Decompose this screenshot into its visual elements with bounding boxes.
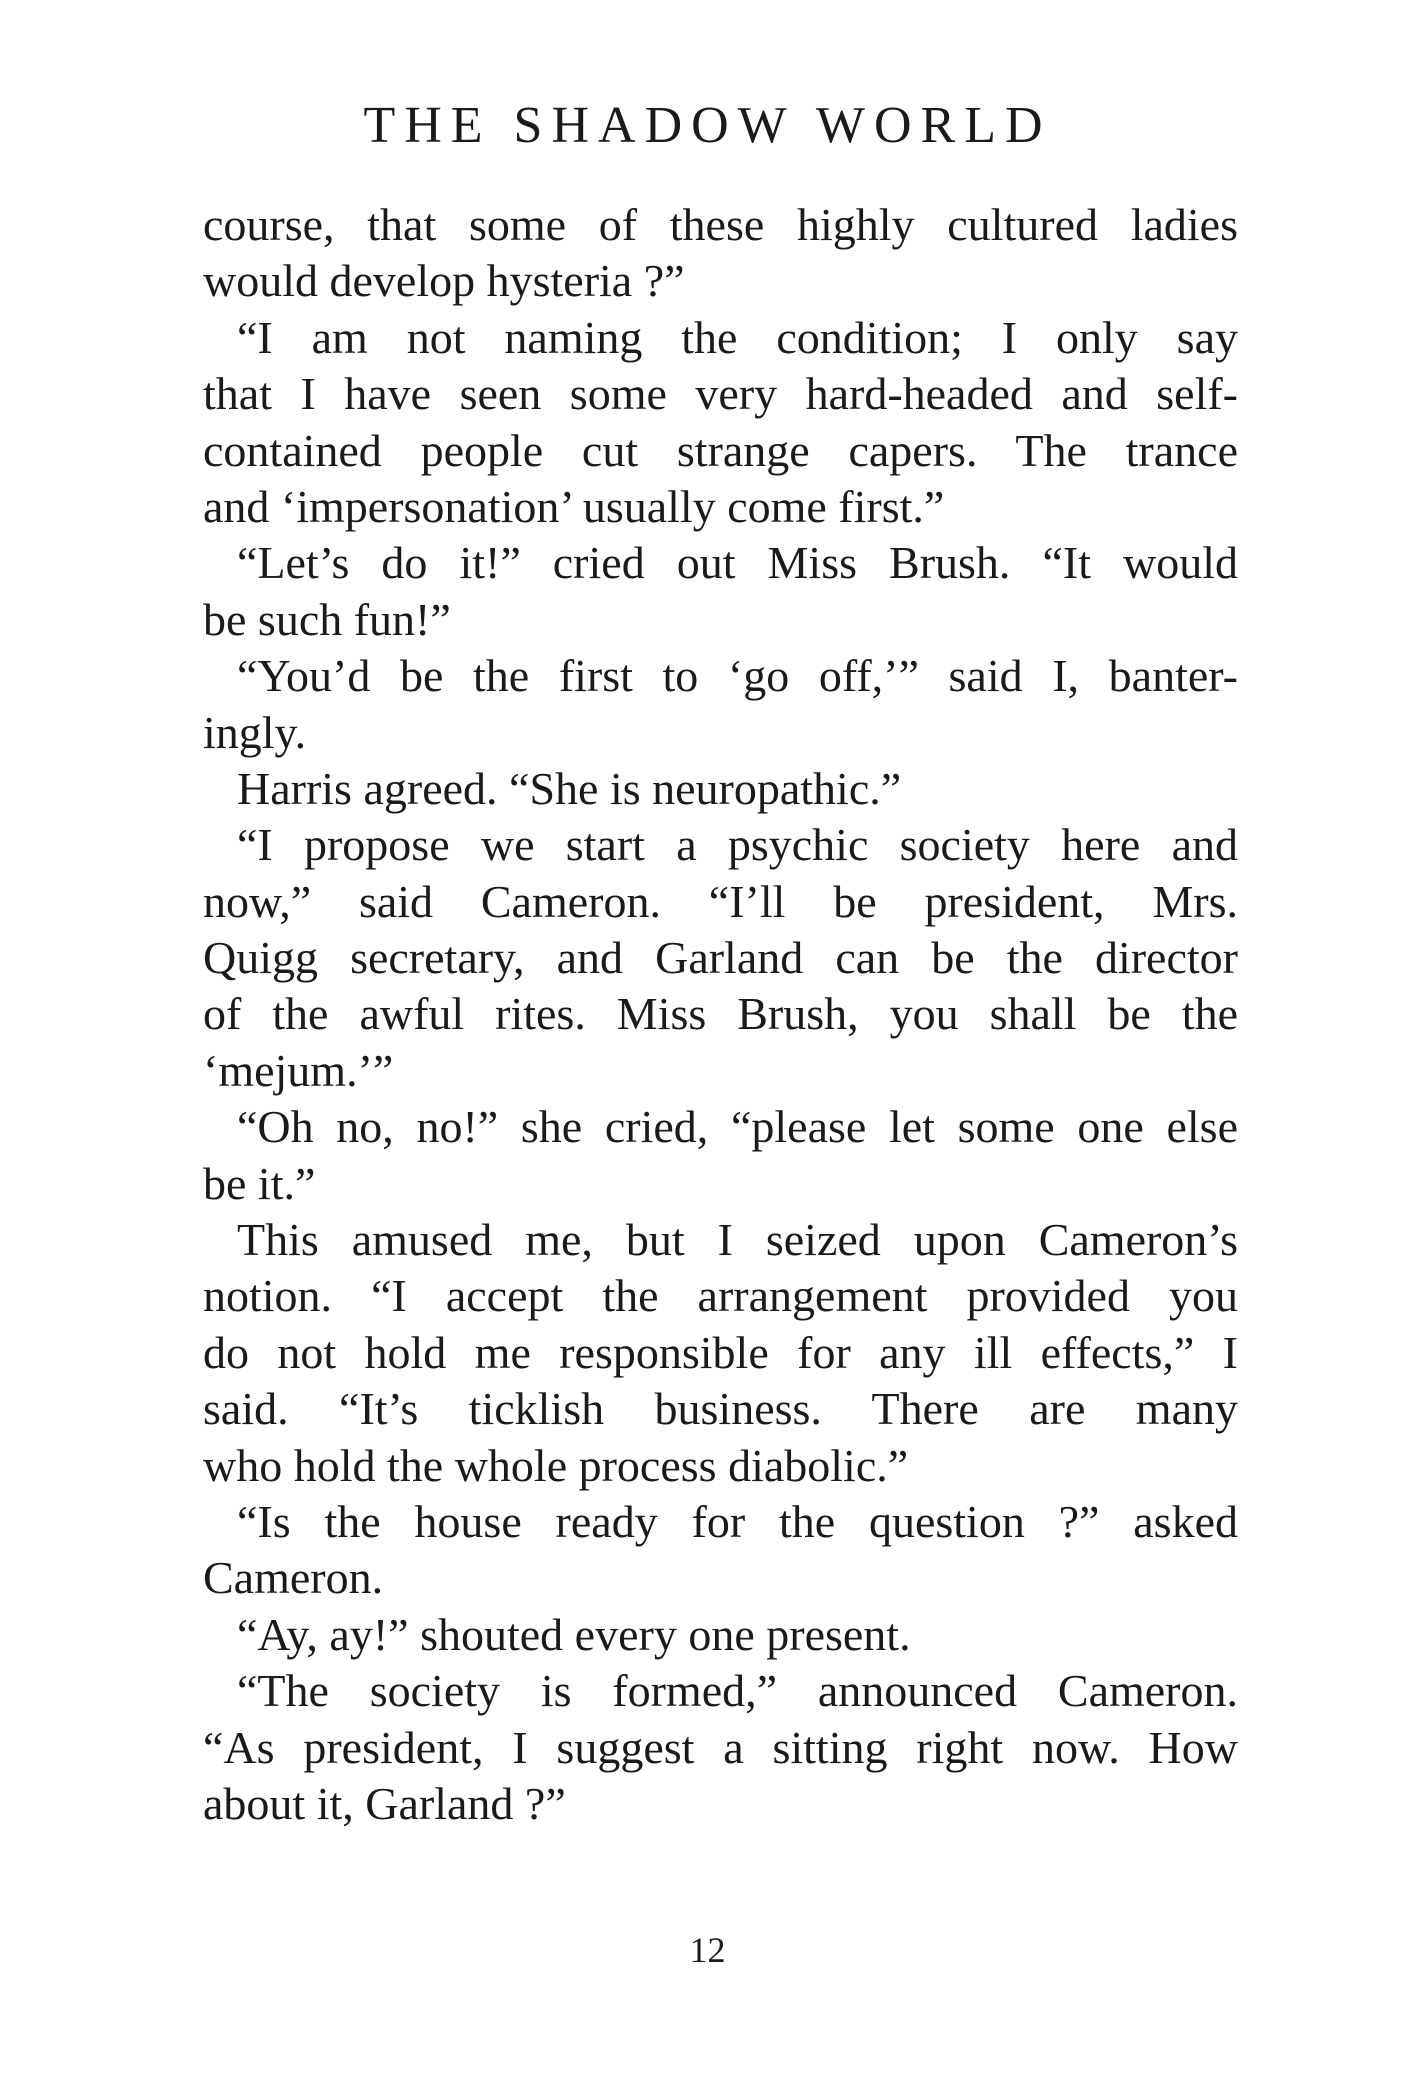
page-number: 12 [689,1930,726,1970]
text-line: who hold the whole process diabolic.” [203,1439,909,1491]
running-head: THE SHADOW WORLD [363,97,1052,154]
text-line: This amused me, but I seized upon Cameron’s [237,1214,1238,1266]
body-text [203,197,1238,1832]
text-line: be such fun!” [203,593,451,645]
text-line: “You’d be the first to ‘go off,’” said I, banter- [237,650,1238,702]
text-line: “I am not naming the condition; I only say [237,311,1238,363]
text-line: about it, Garland ?” [203,1777,566,1829]
text-line: and ‘impersonation’ usually come first.” [203,480,945,532]
text-line: do not hold me responsible for any ill effects,” I [203,1326,1238,1378]
text-line: now,” said Cameron. “I’ll be president, Mrs. [203,875,1238,927]
text-line: Harris agreed. “She is neuropathic.” [237,762,902,814]
text-line: “Oh no, no!” she cried, “please let some one else [237,1101,1238,1153]
text-line: that I have seen some very hard-headed and self- [203,368,1238,420]
text-line: “As president, I suggest a sitting right now. How [203,1721,1238,1773]
text-line: Cameron. [203,1552,384,1604]
text-line: ‘mejum.’” [203,1044,394,1096]
text-line: Quigg secretary, and Garland can be the director [203,932,1238,984]
text-line: “The society is formed,” announced Cameron. [237,1665,1238,1717]
text-line: would develop hysteria ?” [203,255,685,307]
text-line: of the awful rites. Miss Brush, you shall be the [203,988,1238,1040]
text-line: “I propose we start a psychic society here and [237,819,1238,871]
text-line: notion. “I accept the arrangement provided you [203,1270,1238,1322]
text-line: ingly. [203,706,307,758]
text-line: contained people cut strange capers. The trance [203,424,1238,476]
text-line: course, that some of these highly cultured ladies [203,199,1238,250]
text-line: “Ay, ay!” shouted every one present. [237,1608,911,1660]
text-line: “Is the house ready for the question ?” asked [237,1495,1238,1547]
text-line: said. “It’s ticklish business. There are many [203,1383,1238,1435]
text-line: “Let’s do it!” cried out Miss Brush. “It would [237,537,1238,589]
text-line: be it.” [203,1157,316,1209]
